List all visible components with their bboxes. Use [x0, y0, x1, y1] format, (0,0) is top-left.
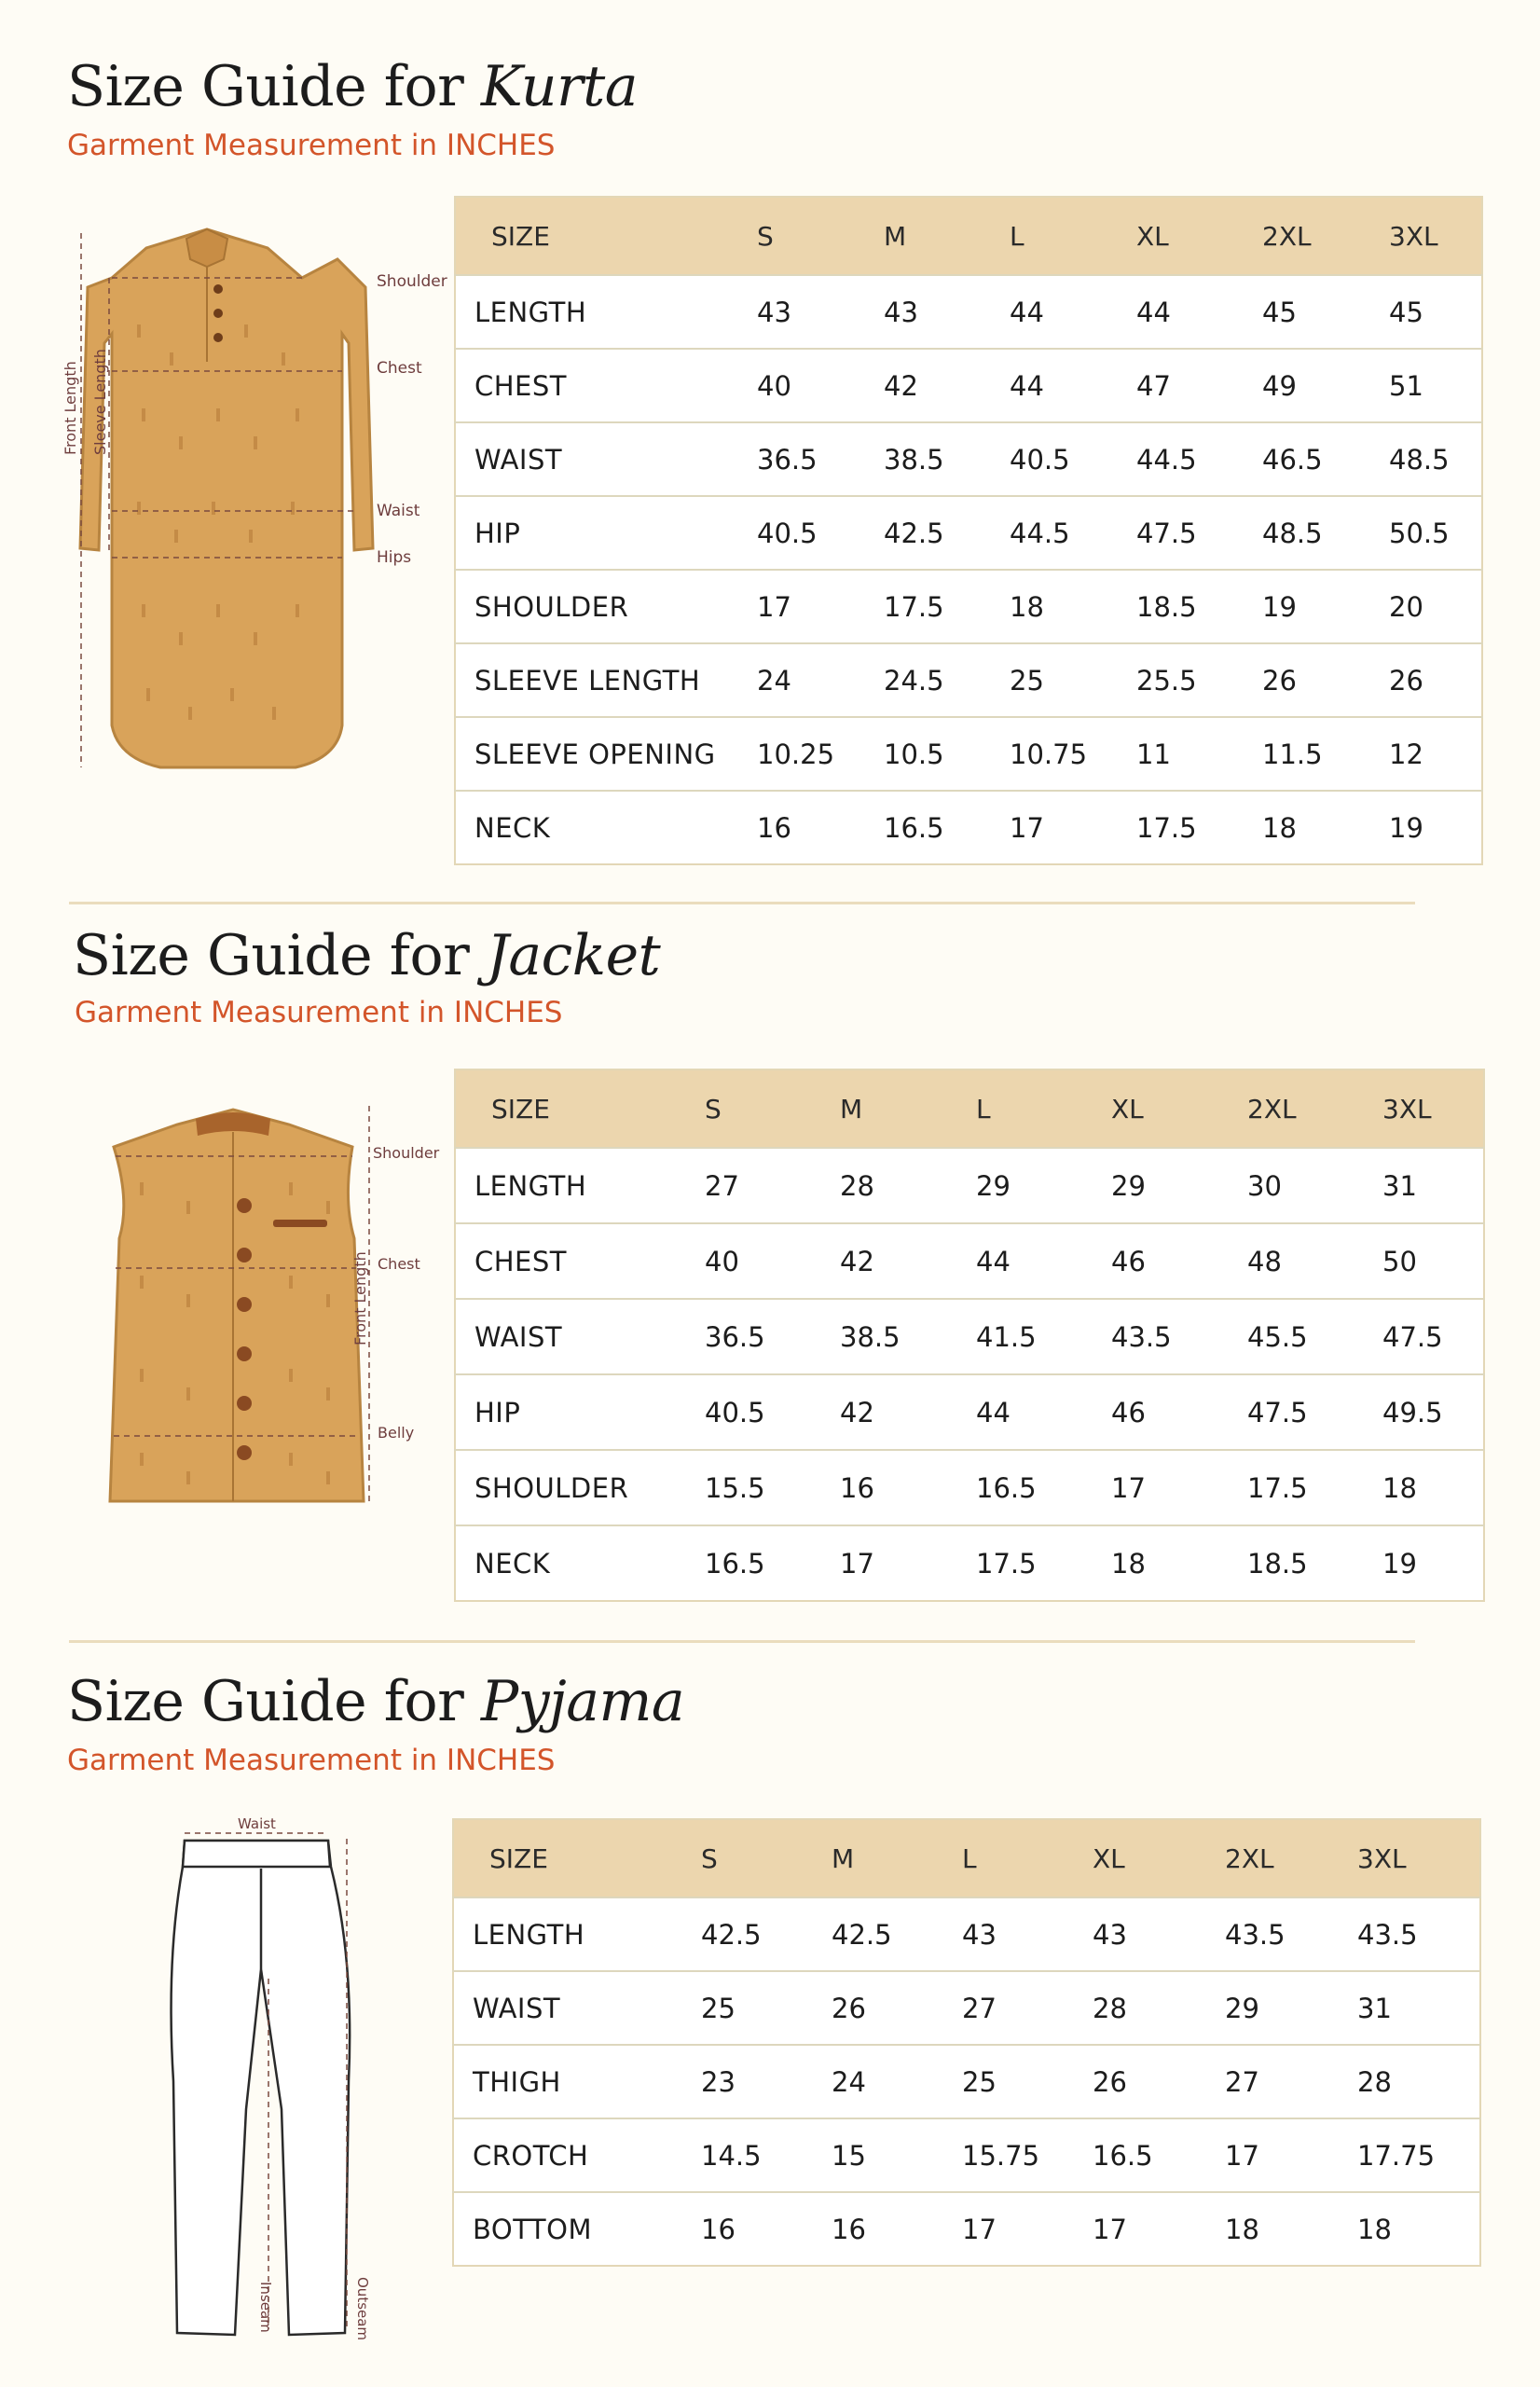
- row-label: NECK: [455, 791, 757, 864]
- table-cell: 27: [1225, 2045, 1357, 2118]
- row-label: LENGTH: [455, 1148, 705, 1223]
- table-cell: 18: [1357, 2192, 1480, 2266]
- table-row: [453, 2118, 1480, 2192]
- table-cell: 16: [701, 2192, 832, 2266]
- table-cell: 25: [1010, 643, 1136, 717]
- kurta-diagram: [58, 222, 459, 791]
- table-row: [453, 2045, 1480, 2118]
- table-cell: 45: [1262, 275, 1389, 349]
- table-cell: 26: [1262, 643, 1389, 717]
- table-cell: 24: [757, 643, 884, 717]
- table-cell: 40.5: [1010, 422, 1136, 496]
- table-cell: 17: [1225, 2118, 1357, 2192]
- table-cell: 46: [1111, 1223, 1247, 1299]
- table-cell: 41.5: [976, 1299, 1111, 1374]
- jacket-label-shoulder: Shoulder: [373, 1144, 440, 1162]
- table-cell: 28: [1093, 1971, 1225, 2045]
- table-cell: 29: [976, 1148, 1111, 1223]
- table-cell: 25.5: [1136, 643, 1262, 717]
- table-cell: 12: [1389, 717, 1482, 791]
- table-cell: 42: [840, 1223, 976, 1299]
- table-cell: 17.5: [884, 570, 1010, 643]
- table-cell: 16: [757, 791, 884, 864]
- kurta-header-cell: L: [1010, 197, 1136, 275]
- table-cell: 45.5: [1247, 1299, 1382, 1374]
- jacket-label-front-length: Front Length: [351, 1251, 369, 1345]
- row-label: SHOULDER: [455, 1450, 705, 1525]
- table-cell: 40.5: [705, 1374, 840, 1450]
- jacket-diagram: [103, 1098, 457, 1509]
- table-cell: 17: [1010, 791, 1136, 864]
- table-cell: 40: [757, 349, 884, 422]
- row-label: WAIST: [455, 422, 757, 496]
- table-cell: 44: [1010, 275, 1136, 349]
- table-cell: 26: [1093, 2045, 1225, 2118]
- row-label: THIGH: [453, 2045, 701, 2118]
- jacket-header-cell: S: [705, 1069, 840, 1148]
- pyjama-label-outseam: Outseam: [354, 2277, 371, 2341]
- row-label: HIP: [455, 1374, 705, 1450]
- table-cell: 51: [1389, 349, 1482, 422]
- table-cell: 16: [832, 2192, 962, 2266]
- table-cell: 38.5: [840, 1299, 976, 1374]
- kurta-header-cell: 2XL: [1262, 197, 1389, 275]
- table-cell: 28: [1357, 2045, 1480, 2118]
- table-cell: 31: [1382, 1148, 1484, 1223]
- table-cell: 20: [1389, 570, 1482, 643]
- table-row: [455, 717, 1482, 791]
- table-cell: 10.25: [757, 717, 884, 791]
- table-cell: 43.5: [1357, 1897, 1480, 1971]
- table-cell: 16.5: [705, 1525, 840, 1601]
- table-row: [453, 1971, 1480, 2045]
- pyjama-subtitle: Garment Measurement in INCHES: [67, 1744, 556, 1777]
- table-cell: 26: [1389, 643, 1482, 717]
- jacket-header-cell: L: [976, 1069, 1111, 1148]
- table-cell: 43.5: [1225, 1897, 1357, 1971]
- pyjama-label-waist: Waist: [238, 1815, 276, 1832]
- kurta-size-table: [454, 196, 1483, 865]
- pyjama-header-cell: 2XL: [1225, 1819, 1357, 1897]
- table-cell: 19: [1389, 791, 1482, 864]
- pyjama-header-cell: L: [962, 1819, 1093, 1897]
- table-cell: 18: [1225, 2192, 1357, 2266]
- table-cell: 44.5: [1136, 422, 1262, 496]
- table-cell: 42: [884, 349, 1010, 422]
- jacket-label-belly: Belly: [378, 1424, 415, 1442]
- table-cell: 17: [1111, 1450, 1247, 1525]
- table-cell: 16.5: [976, 1450, 1111, 1525]
- table-cell: 42.5: [701, 1897, 832, 1971]
- table-cell: 25: [701, 1971, 832, 2045]
- table-cell: 16.5: [884, 791, 1010, 864]
- table-cell: 47.5: [1247, 1374, 1382, 1450]
- table-cell: 17.5: [1247, 1450, 1382, 1525]
- table-cell: 10.75: [1010, 717, 1136, 791]
- kurta-illustration: [80, 229, 373, 767]
- table-cell: 24.5: [884, 643, 1010, 717]
- table-cell: 44: [1010, 349, 1136, 422]
- table-cell: 26: [832, 1971, 962, 2045]
- row-label: LENGTH: [453, 1897, 701, 1971]
- kurta-header-row: [455, 197, 1482, 275]
- table-row: [455, 1223, 1484, 1299]
- table-cell: 36.5: [757, 422, 884, 496]
- table-cell: 17.5: [976, 1525, 1111, 1601]
- table-cell: 46.5: [1262, 422, 1389, 496]
- section-divider: [69, 902, 1415, 904]
- table-cell: 17: [1093, 2192, 1225, 2266]
- table-cell: 36.5: [705, 1299, 840, 1374]
- jacket-illustration: [110, 1110, 364, 1501]
- table-row: [455, 496, 1482, 570]
- table-cell: 40: [705, 1223, 840, 1299]
- table-cell: 38.5: [884, 422, 1010, 496]
- row-label: SLEEVE LENGTH: [455, 643, 757, 717]
- table-cell: 48.5: [1262, 496, 1389, 570]
- kurta-subtitle: Garment Measurement in INCHES: [67, 129, 556, 162]
- table-cell: 15.5: [705, 1450, 840, 1525]
- table-cell: 15: [832, 2118, 962, 2192]
- kurta-title: Size Guide for Kurta: [67, 54, 639, 119]
- jacket-size-table: [454, 1069, 1485, 1602]
- table-cell: 43: [757, 275, 884, 349]
- table-cell: 46: [1111, 1374, 1247, 1450]
- table-cell: 43: [962, 1897, 1093, 1971]
- jacket-subtitle: Garment Measurement in INCHES: [75, 996, 563, 1029]
- table-row: [455, 570, 1482, 643]
- row-label: CROTCH: [453, 2118, 701, 2192]
- table-cell: 17: [757, 570, 884, 643]
- table-cell: 17: [840, 1525, 976, 1601]
- pyjama-header-row: [453, 1819, 1480, 1897]
- table-cell: 19: [1262, 570, 1389, 643]
- row-label: CHEST: [455, 1223, 705, 1299]
- kurta-header-cell: S: [757, 197, 884, 275]
- table-row: [455, 643, 1482, 717]
- table-cell: 47: [1136, 349, 1262, 422]
- table-cell: 25: [962, 2045, 1093, 2118]
- table-cell: 49.5: [1382, 1374, 1484, 1450]
- table-cell: 42.5: [884, 496, 1010, 570]
- row-label: HIP: [455, 496, 757, 570]
- table-row: [455, 1450, 1484, 1525]
- table-cell: 15.75: [962, 2118, 1093, 2192]
- table-cell: 18.5: [1247, 1525, 1382, 1601]
- row-label: SHOULDER: [455, 570, 757, 643]
- table-cell: 27: [705, 1148, 840, 1223]
- table-cell: 30: [1247, 1148, 1382, 1223]
- pyjama-diagram: [149, 1811, 392, 2352]
- table-cell: 31: [1357, 1971, 1480, 2045]
- table-row: [455, 1525, 1484, 1601]
- jacket-header-cell: 3XL: [1382, 1069, 1484, 1148]
- row-label: SLEEVE OPENING: [455, 717, 757, 791]
- table-cell: 44: [976, 1374, 1111, 1450]
- kurta-label-sleeve-length: Sleeve Length: [91, 349, 109, 455]
- jacket-label-chest: Chest: [378, 1255, 420, 1273]
- table-cell: 40.5: [757, 496, 884, 570]
- table-cell: 44.5: [1010, 496, 1136, 570]
- table-cell: 42.5: [832, 1897, 962, 1971]
- row-label: NECK: [455, 1525, 705, 1601]
- table-cell: 24: [832, 2045, 962, 2118]
- row-label: WAIST: [453, 1971, 701, 2045]
- table-cell: 48.5: [1389, 422, 1482, 496]
- pyjama-size-table: [452, 1818, 1481, 2267]
- table-cell: 14.5: [701, 2118, 832, 2192]
- kurta-label-waist: Waist: [377, 502, 420, 520]
- table-row: [455, 791, 1482, 864]
- table-cell: 45: [1389, 275, 1482, 349]
- kurta-header-cell: M: [884, 197, 1010, 275]
- table-cell: 18: [1262, 791, 1389, 864]
- row-label: BOTTOM: [453, 2192, 701, 2266]
- table-cell: 29: [1111, 1148, 1247, 1223]
- jacket-header-cell: XL: [1111, 1069, 1247, 1148]
- pyjama-header-cell: XL: [1093, 1819, 1225, 1897]
- kurta-header-cell: XL: [1136, 197, 1262, 275]
- row-label: WAIST: [455, 1299, 705, 1374]
- table-cell: 50: [1382, 1223, 1484, 1299]
- table-cell: 18: [1010, 570, 1136, 643]
- jacket-header-row: [455, 1069, 1484, 1148]
- table-cell: 16.5: [1093, 2118, 1225, 2192]
- table-cell: 16: [840, 1450, 976, 1525]
- row-label: LENGTH: [455, 275, 757, 349]
- kurta-label-front-length: Front Length: [62, 361, 79, 455]
- table-cell: 17.75: [1357, 2118, 1480, 2192]
- pyjama-header-cell: 3XL: [1357, 1819, 1480, 1897]
- table-row: [453, 2192, 1480, 2266]
- table-row: [455, 1299, 1484, 1374]
- table-cell: 44: [976, 1223, 1111, 1299]
- jacket-header-cell: 2XL: [1247, 1069, 1382, 1148]
- kurta-label-shoulder: Shoulder: [377, 272, 447, 291]
- pyjama-label-inseam: Inseam: [257, 2282, 274, 2333]
- pyjama-header-cell: S: [701, 1819, 832, 1897]
- kurta-header-cell: SIZE: [455, 197, 757, 275]
- table-cell: 49: [1262, 349, 1389, 422]
- kurta-header-cell: 3XL: [1389, 197, 1482, 275]
- jacket-title: Size Guide for Jacket: [73, 923, 661, 988]
- section-divider: [69, 1640, 1415, 1643]
- table-row: [455, 1148, 1484, 1223]
- table-cell: 19: [1382, 1525, 1484, 1601]
- table-cell: 10.5: [884, 717, 1010, 791]
- table-cell: 47.5: [1136, 496, 1262, 570]
- table-cell: 27: [962, 1971, 1093, 2045]
- table-cell: 43: [1093, 1897, 1225, 1971]
- table-cell: 43: [884, 275, 1010, 349]
- pyjama-header-cell: SIZE: [453, 1819, 701, 1897]
- table-cell: 18.5: [1136, 570, 1262, 643]
- table-cell: 18: [1382, 1450, 1484, 1525]
- pyjama-illustration: [172, 1841, 351, 2335]
- row-label: CHEST: [455, 349, 757, 422]
- table-cell: 47.5: [1382, 1299, 1484, 1374]
- kurta-label-hips: Hips: [377, 548, 412, 567]
- table-cell: 48: [1247, 1223, 1382, 1299]
- table-cell: 23: [701, 2045, 832, 2118]
- table-cell: 29: [1225, 1971, 1357, 2045]
- table-row: [455, 275, 1482, 349]
- kurta-label-chest: Chest: [377, 359, 422, 378]
- pyjama-title: Size Guide for Pyjama: [67, 1669, 685, 1734]
- table-row: [455, 1374, 1484, 1450]
- table-row: [455, 349, 1482, 422]
- table-row: [453, 1897, 1480, 1971]
- table-cell: 11.5: [1262, 717, 1389, 791]
- table-cell: 43.5: [1111, 1299, 1247, 1374]
- jacket-header-cell: SIZE: [455, 1069, 705, 1148]
- table-cell: 42: [840, 1374, 976, 1450]
- jacket-header-cell: M: [840, 1069, 976, 1148]
- pyjama-header-cell: M: [832, 1819, 962, 1897]
- table-cell: 18: [1111, 1525, 1247, 1601]
- table-cell: 44: [1136, 275, 1262, 349]
- table-cell: 50.5: [1389, 496, 1482, 570]
- table-row: [455, 422, 1482, 496]
- table-cell: 17.5: [1136, 791, 1262, 864]
- table-cell: 11: [1136, 717, 1262, 791]
- table-cell: 17: [962, 2192, 1093, 2266]
- table-cell: 28: [840, 1148, 976, 1223]
